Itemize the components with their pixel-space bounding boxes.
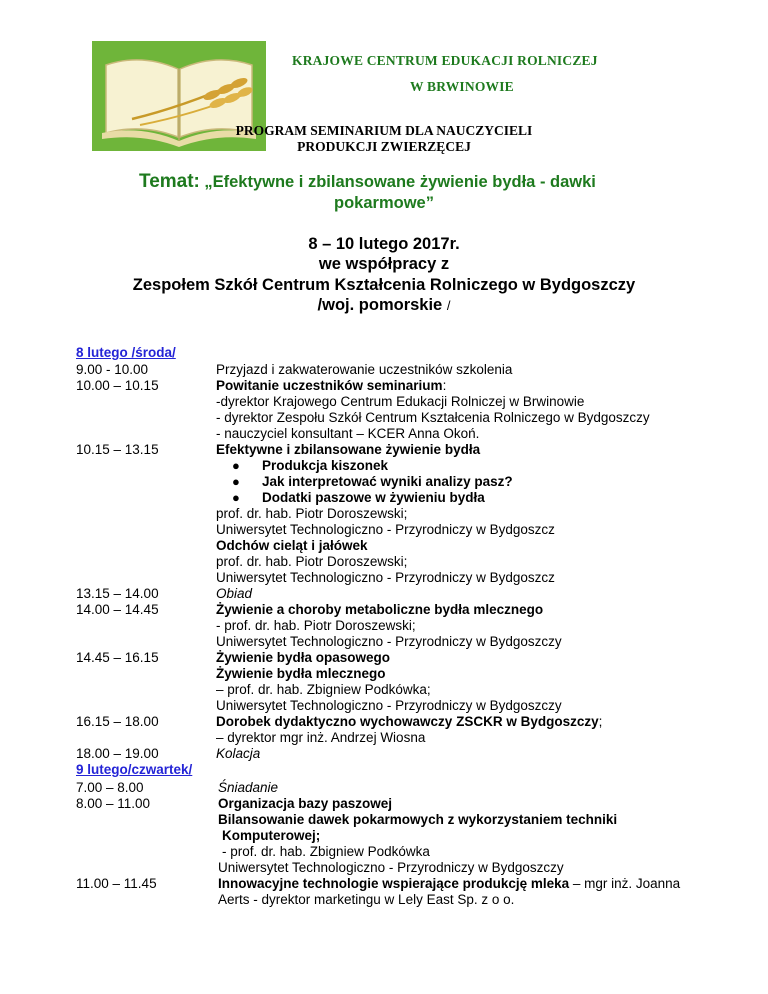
agenda-meal: Obiad	[216, 586, 253, 601]
agenda-line: Uniwersytet Technologiczno - Przyrodniczy w Bydgoszczy	[216, 634, 562, 649]
agenda-meal: Kolacja	[216, 746, 261, 761]
agenda-line: Aerts - dyrektor marketingu w Lely East Sp. z o o.	[218, 892, 515, 907]
time-slot: 16.15 – 18.00	[76, 714, 159, 729]
day-link-thursday[interactable]: 9 lutego/czwartek/	[76, 762, 193, 777]
agenda-line: Uniwersytet Technologiczno - Przyrodniczy w Bydgoszcz	[216, 522, 555, 537]
topic-heading	[139, 171, 596, 193]
time-slot: 13.15 – 14.00	[76, 586, 159, 601]
event-partner: Zespołem Szkół Centrum Kształcenia Rolniczego w Bydgoszczy	[132, 276, 636, 294]
agenda-line	[218, 876, 768, 892]
agenda-line: Uniwersytet Technologiczno - Przyrodniczy w Bydgoszczy	[218, 860, 564, 875]
agenda-session-title: Organizacja bazy paszowej	[218, 796, 393, 811]
agenda-session-title: Odchów cieląt i jałówek	[216, 538, 368, 553]
agenda-line: – dyrektor mgr inż. Andrzej Wiosna	[216, 730, 426, 745]
agenda-bullet-item: Produkcja kiszonek	[262, 458, 389, 473]
agenda-line: - prof. dr. hab. Zbigniew Podkówka	[222, 844, 430, 859]
bullet-icon: ●	[232, 490, 240, 505]
agenda-line: prof. dr. hab. Piotr Doroszewski;	[216, 554, 408, 569]
agenda-bullet-item: Dodatki paszowe w żywieniu bydła	[262, 490, 485, 505]
event-region	[0, 296, 768, 315]
event-dates: 8 – 10 lutego 2017r.	[308, 235, 460, 253]
agenda-session-title: Komputerowej;	[222, 828, 321, 843]
agenda-session-title: Żywienie bydła opasowego	[216, 650, 391, 665]
agenda-session-title: Dorobek dydaktyczno wychowawczy ZSCKR w Bydgoszczy	[216, 714, 599, 729]
topic-text: „Efektywne i zbilansowane żywienie bydła - dawki	[204, 173, 596, 191]
agenda-session-title: Efektywne i zbilansowane żywienie bydła	[216, 442, 481, 457]
bullet-icon: ●	[232, 474, 240, 489]
agenda-punct: :	[442, 378, 447, 393]
time-slot: 7.00 – 8.00	[76, 780, 144, 795]
agenda-line	[216, 714, 602, 730]
time-slot: 14.00 – 14.45	[76, 602, 159, 617]
agenda-line: Przyjazd i zakwaterowanie uczestników szkolenia	[216, 362, 513, 377]
event-region-text: /woj. pomorskie	[317, 296, 443, 314]
agenda-session-title: Żywienie a choroby metaboliczne bydła mlecznego	[216, 602, 544, 617]
institution-name: KRAJOWE CENTRUM EDUKACJI ROLNICZEJ	[292, 53, 598, 68]
agenda-bullet-item: Jak interpretować wyniki analizy pasz?	[262, 474, 513, 489]
event-region-end: /	[446, 298, 451, 313]
agenda-session-title: Żywienie bydła mlecznego	[216, 666, 386, 681]
agenda-session-title: Bilansowanie dawek pokarmowych z wykorzystaniem techniki	[218, 812, 618, 827]
time-slot: 9.00 - 10.00	[76, 362, 149, 377]
agenda-line: Uniwersytet Technologiczno - Przyrodniczy w Bydgoszcz	[216, 570, 555, 585]
agenda-session-title: Powitanie uczestników seminarium	[216, 378, 443, 393]
topic-text-continued: pokarmowe”	[334, 194, 434, 212]
agenda-line: - dyrektor Zespołu Szkół Centrum Kształcenia Rolniczego w Bydgoszczy	[216, 410, 650, 425]
agenda-line: prof. dr. hab. Piotr Doroszewski;	[216, 506, 408, 521]
time-slot: 18.00 – 19.00	[76, 746, 159, 761]
agenda-line: Uniwersytet Technologiczno - Przyrodniczy w Bydgoszczy	[216, 698, 562, 713]
agenda-line: - prof. dr. hab. Piotr Doroszewski;	[216, 618, 416, 633]
institution-location: W BRWINOWIE	[410, 79, 514, 94]
agenda-session-title: Innowacyjne technologie wspierające produkcję mleka	[218, 876, 570, 891]
program-title-line1: PROGRAM SEMINARIUM DLA NAUCZYCIELI	[235, 123, 533, 138]
time-slot: 8.00 – 11.00	[76, 796, 151, 811]
time-slot: 14.45 – 16.15	[76, 650, 159, 665]
agenda-line	[216, 378, 446, 394]
program-title-line2: PRODUKCJI ZWIERZĘCEJ	[297, 139, 471, 154]
time-slot: 10.15 – 13.15	[76, 442, 159, 457]
agenda-meal: Śniadanie	[218, 780, 279, 795]
event-cooperation: we współpracy z	[318, 255, 450, 273]
agenda-line: - nauczyciel konsultant – KCER Anna Okoń.	[216, 426, 480, 441]
agenda-line: -dyrektor Krajowego Centrum Edukacji Rolniczej w Brwinowie	[216, 394, 585, 409]
agenda-punct: ;	[598, 714, 603, 729]
agenda-line: – prof. dr. hab. Zbigniew Podkówka;	[216, 682, 431, 697]
time-slot: 11.00 – 11.45	[76, 876, 157, 891]
topic-label: Temat:	[139, 171, 200, 192]
bullet-icon: ●	[232, 458, 240, 473]
day-link-wednesday[interactable]: 8 lutego /środa/	[76, 345, 176, 360]
agenda-speaker: – mgr inż. Joanna	[569, 876, 681, 891]
time-slot: 10.00 – 10.15	[76, 378, 159, 393]
